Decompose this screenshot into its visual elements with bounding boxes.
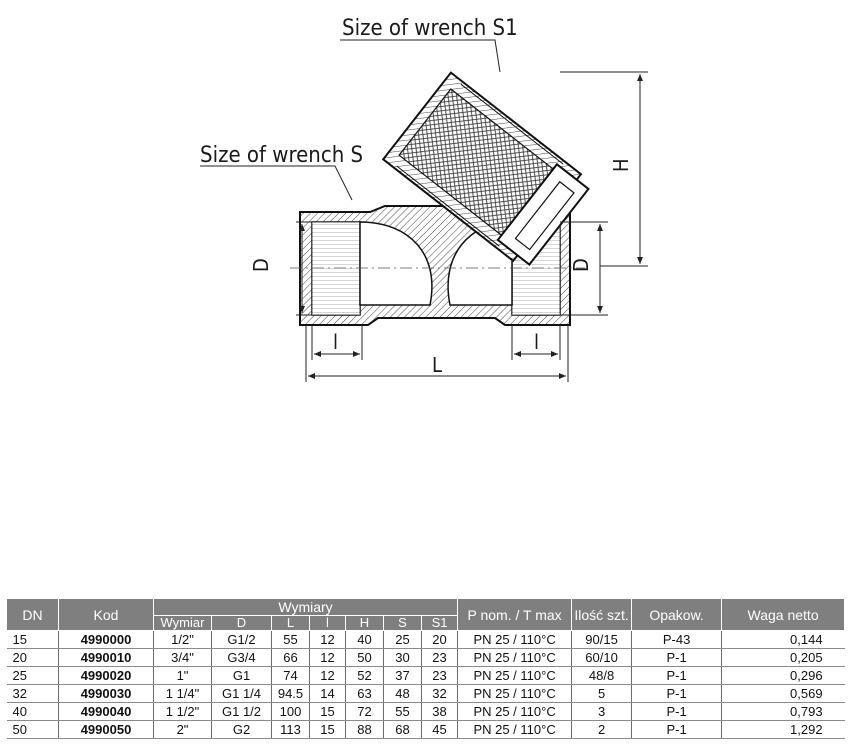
cell-ilosc: 48/8: [572, 667, 632, 685]
cell-kod: 4990010: [59, 649, 154, 667]
header-opakow: Opakow.: [632, 599, 722, 631]
cell-s: 68: [384, 721, 422, 739]
cell-s: 48: [384, 685, 422, 703]
cell-L: 94.5: [272, 685, 310, 703]
header-s1: S1: [422, 616, 458, 631]
cell-L: 113: [272, 721, 310, 739]
cell-L: 74: [272, 667, 310, 685]
cell-pnom: PN 25 / 110°C: [458, 631, 572, 649]
cell-dn: 32: [7, 685, 59, 703]
cell-waga: 0,144: [722, 631, 845, 649]
cell-dn: 15: [7, 631, 59, 649]
cell-waga: 0,793: [722, 703, 845, 721]
header-kod: Kod: [59, 599, 154, 631]
cell-opakow: P-1: [632, 721, 722, 739]
cell-opakow: P-1: [632, 667, 722, 685]
cell-s1: 45: [422, 721, 458, 739]
cell-h: 50: [346, 649, 384, 667]
cell-l: 12: [310, 649, 346, 667]
cell-dn: 25: [7, 667, 59, 685]
cell-pnom: PN 25 / 110°C: [458, 649, 572, 667]
cell-opakow: P-43: [632, 631, 722, 649]
cell-s: 37: [384, 667, 422, 685]
header-wymiary: Wymiary: [154, 599, 458, 616]
dimension-l-small-right-label: l: [534, 330, 539, 354]
cell-kod: 4990050: [59, 721, 154, 739]
cell-waga: 1,292: [722, 721, 845, 739]
cell-l: 12: [310, 631, 346, 649]
header-ilosc: Ilość szt.: [572, 599, 632, 631]
cell-s: 55: [384, 703, 422, 721]
header-l: l: [310, 616, 346, 631]
cell-opakow: P-1: [632, 703, 722, 721]
cell-wymiar: 1 1/4": [154, 685, 212, 703]
cell-waga: 0,296: [722, 667, 845, 685]
wrench-s-label: Size of wrench S: [200, 143, 364, 168]
cell-s1: 23: [422, 667, 458, 685]
cell-d: G2: [212, 721, 272, 739]
header-wymiar: Wymiar: [154, 616, 212, 631]
cell-waga: 0,569: [722, 685, 845, 703]
cell-s1: 20: [422, 631, 458, 649]
cell-dn: 20: [7, 649, 59, 667]
cell-l: 15: [310, 721, 346, 739]
header-L: L: [272, 616, 310, 631]
header-d: D: [212, 616, 272, 631]
cell-d: G3/4: [212, 649, 272, 667]
cell-kod: 4990030: [59, 685, 154, 703]
dimension-l-small-left-label: l: [333, 330, 338, 354]
cell-ilosc: 5: [572, 685, 632, 703]
cell-wymiar: 1 1/2": [154, 703, 212, 721]
cell-opakow: P-1: [632, 649, 722, 667]
cell-h: 52: [346, 667, 384, 685]
cell-ilosc: 3: [572, 703, 632, 721]
cell-kod: 4990040: [59, 703, 154, 721]
specification-table: [6, 598, 845, 739]
cell-wymiar: 3/4": [154, 649, 212, 667]
cell-L: 100: [272, 703, 310, 721]
cell-s1: 32: [422, 685, 458, 703]
header-dn: DN: [7, 599, 59, 631]
header-waga: Waga netto: [722, 599, 845, 631]
cell-dn: 50: [7, 721, 59, 739]
cell-d: G1/2: [212, 631, 272, 649]
table-row: [7, 631, 845, 649]
cell-kod: 4990020: [59, 667, 154, 685]
dimension-d-right-label: D: [569, 258, 593, 272]
wrench-s1-label: Size of wrench S1: [342, 16, 518, 41]
cell-h: 72: [346, 703, 384, 721]
cell-pnom: PN 25 / 110°C: [458, 703, 572, 721]
cell-wymiar: 1/2": [154, 631, 212, 649]
cell-dn: 40: [7, 703, 59, 721]
table-row: [7, 667, 845, 685]
table-row: [7, 721, 845, 739]
table-row: [7, 649, 845, 667]
cell-ilosc: 90/15: [572, 631, 632, 649]
cell-wymiar: 1": [154, 667, 212, 685]
cell-L: 55: [272, 631, 310, 649]
cell-s: 25: [384, 631, 422, 649]
cell-pnom: PN 25 / 110°C: [458, 667, 572, 685]
cell-h: 88: [346, 721, 384, 739]
cell-opakow: P-1: [632, 685, 722, 703]
dimension-h-label: H: [609, 158, 633, 172]
cell-waga: 0,205: [722, 649, 845, 667]
cell-ilosc: 2: [572, 721, 632, 739]
cell-L: 66: [272, 649, 310, 667]
cell-pnom: PN 25 / 110°C: [458, 685, 572, 703]
cell-s1: 38: [422, 703, 458, 721]
cell-l: 15: [310, 703, 346, 721]
cell-l: 14: [310, 685, 346, 703]
cell-ilosc: 60/10: [572, 649, 632, 667]
cell-kod: 4990000: [59, 631, 154, 649]
cell-l: 12: [310, 667, 346, 685]
cell-s1: 23: [422, 649, 458, 667]
header-h: H: [346, 616, 384, 631]
cell-s: 30: [384, 649, 422, 667]
cell-h: 63: [346, 685, 384, 703]
header-pnom: P nom. / T max: [458, 599, 572, 631]
table-row: [7, 685, 845, 703]
cell-d: G1 1/4: [212, 685, 272, 703]
cell-pnom: PN 25 / 110°C: [458, 721, 572, 739]
table-row: [7, 703, 845, 721]
dimension-l-label: L: [432, 353, 443, 377]
header-s: S: [384, 616, 422, 631]
cell-wymiar: 2": [154, 721, 212, 739]
dimension-d-left-label: D: [249, 258, 273, 272]
cell-d: G1: [212, 667, 272, 685]
cell-h: 40: [346, 631, 384, 649]
cell-d: G1 1/2: [212, 703, 272, 721]
